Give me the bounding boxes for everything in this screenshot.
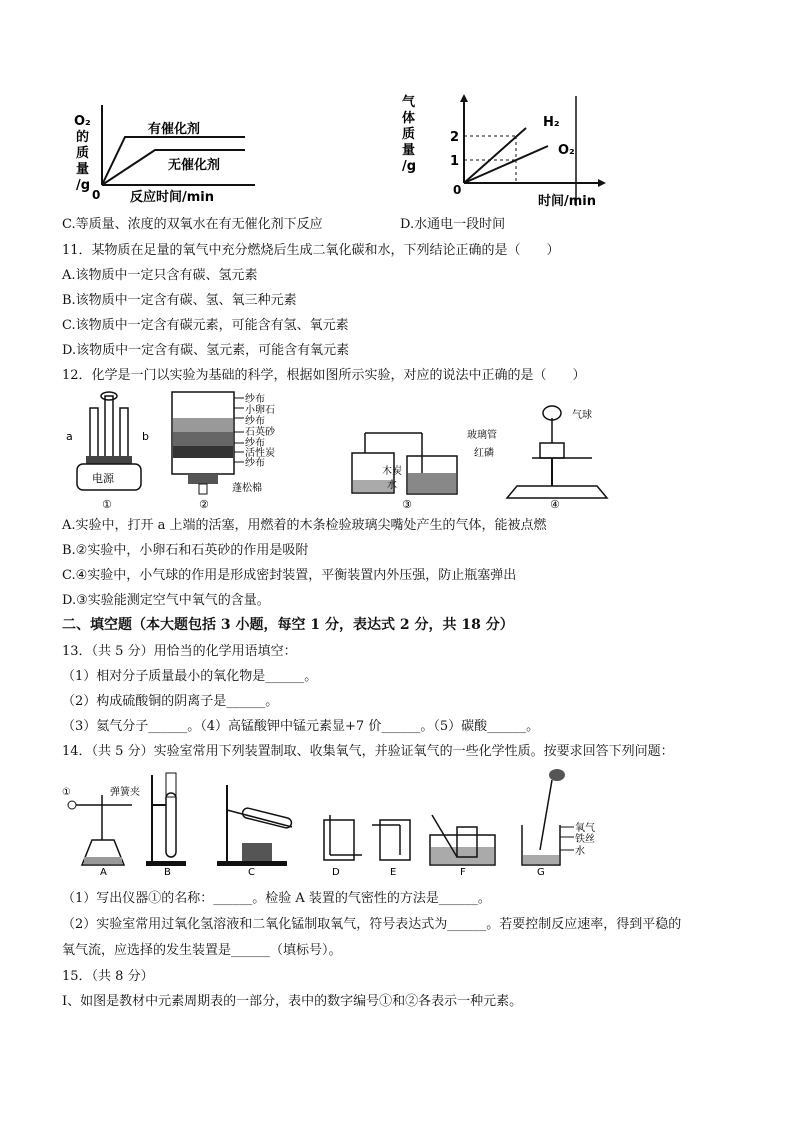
apparatus-b [146, 773, 186, 877]
q11-option-c: C.该物质中一定含有碳元素，可能含有氢、氧元素 [62, 318, 349, 333]
apparatus-d-label: D [332, 867, 340, 877]
exp3-air-oxygen [352, 433, 457, 511]
graph-d-ylabel-4: 量 [402, 143, 416, 158]
graph-d-ylabel-1: 气 [402, 95, 416, 110]
apparatus-d [324, 815, 362, 877]
graph-c-label-nocatalyst: 无催化剂 [168, 158, 221, 173]
q13-part-2: （2）构成硫酸铜的阴离子是______。 [62, 694, 279, 709]
graph-d-line-o2 [464, 146, 548, 183]
exp2-layer-1: 纱布 [245, 394, 265, 405]
experiment-figures-12 [62, 388, 642, 513]
exp2-layer-2: 小卵石 [245, 405, 275, 416]
section-2-heading: 二、填空题（本大题包括 3 小题，每空 1 分，表达式 2 分，共 18 分） [62, 617, 514, 633]
q12-option-d: D.③实验能测定空气中氧气的含量。 [62, 593, 270, 608]
q11-option-b: B.该物质中一定含有碳、氢、氧三种元素 [62, 293, 297, 308]
exp2-number: ② [199, 498, 209, 511]
apparatus-c [217, 785, 292, 877]
exp2-layer-6: 活性炭 [245, 448, 275, 459]
apparatus-b-label: B [164, 867, 171, 877]
graph-electrolysis [398, 88, 613, 210]
graph-d-tick-1: 1 [450, 154, 460, 169]
question-13: 13．（共 5 分）用恰当的化学用语填空： [62, 644, 297, 659]
question-14: 14．（共 5 分）实验室常用下列装置制取、收集氧气，并验证氧气的一些化学性质。按要求回答下列问题： [62, 744, 674, 759]
q13-part-1: （1）相对分子质量最小的氧化物是______。 [62, 669, 318, 684]
apparatus-a-number: ① [62, 787, 71, 798]
exp1-electrolysis [66, 392, 149, 511]
exp2-layer-4: 石英砂 [245, 427, 275, 438]
apparatus-a-label: A [100, 867, 107, 877]
exp1-number: ① [102, 498, 112, 511]
exp2-cotton: 蓬松棉 [232, 483, 262, 494]
option-c-caption: C.等质量、浓度的双氧水在有无催化剂下反应 [62, 217, 323, 232]
apparatus-e [372, 820, 410, 877]
graph-c-ylabel-4: 量 [76, 162, 90, 177]
q12-option-b: B.②实验中，小卵石和石英砂的作用是吸附 [62, 543, 309, 558]
graph-d-label-h2: H₂ [543, 115, 560, 130]
exp3-charcoal: 木炭 [382, 466, 402, 477]
exp2-layer-7: 纱布 [245, 458, 265, 469]
q14-part-2-line-1: （2）实验室常用过氧化氢溶液和二氧化锰制取氧气，符号表达式为______。若要控制反应速率，得到平稳的 [62, 917, 682, 932]
exp1-power-label: 电源 [92, 472, 114, 485]
q12-option-a: A.实验中，打开 a 上端的活塞，用燃着的木条检验玻璃尖嘴处产生的气体，能被点燃 [62, 518, 547, 533]
q14-part-2-line-2: 氧气流，应选择的发生装置是______（填标号）。 [62, 943, 342, 958]
q12-option-c: C.④实验中，小气球的作用是形成密封装置，平衡装置内外压强，防止瓶塞弹出 [62, 568, 517, 583]
exp4-mass-conservation [467, 406, 607, 511]
apparatus-g-oxygen: 氧气 [575, 823, 595, 834]
q15-part-1: Ⅰ、如图是教材中元素周期表的一部分，表中的数字编号①和②各表示一种元素。 [62, 994, 523, 1009]
apparatus-f [430, 815, 495, 877]
apparatus-g-label: G [537, 867, 545, 877]
exp2-layer-5: 纱布 [245, 438, 265, 449]
q13-part-3: （3）氦气分子______。（4）高锰酸钾中锰元素显+7 价______。（5）碳酸______。 [62, 719, 540, 734]
option-d-caption: D.水通电一段时间 [400, 217, 506, 232]
exp2-layer-3: 纱布 [245, 416, 265, 427]
graph-d-ylabel-3: 质 [402, 127, 416, 142]
graph-c-ylabel-3: 质 [76, 146, 90, 161]
graph-c-ylabel-5: /g [76, 178, 91, 193]
graph-catalyst [70, 95, 270, 205]
graph-d-xlabel: 时间/min [538, 194, 597, 209]
apparatus-g-water: 水 [575, 846, 585, 857]
exp4-balloon: 气球 [572, 410, 592, 421]
graph-c-ylabel-2: 的 [76, 130, 90, 145]
apparatus-figures-14 [62, 765, 622, 877]
apparatus-e-label: E [390, 867, 397, 877]
apparatus-a [62, 785, 140, 877]
graph-c-ylabel-1: O₂ [74, 114, 91, 129]
exp4-number: ④ [550, 498, 560, 511]
apparatus-a-clip: 弹簧夹 [110, 787, 140, 798]
question-15: 15．（共 8 分） [62, 969, 154, 984]
exp1-label-b: b [142, 430, 149, 443]
apparatus-c-label: C [248, 867, 255, 877]
q11-option-d: D.该物质中一定含有碳、氢元素，可能含有氧元素 [62, 343, 350, 358]
graph-d-ylabel-5: /g [402, 159, 417, 174]
graph-c-origin: 0 [92, 188, 101, 202]
graph-c-xlabel: 反应时间/min [130, 190, 215, 205]
question-11: 11．某物质在足量的氧气中充分燃烧后生成二氧化碳和水，下列结论正确的是（ ） [62, 243, 560, 258]
q14-part-1: （1）写出仪器①的名称：______。检验 A 装置的气密性的方法是______。 [62, 891, 491, 906]
graph-c-label-catalyst: 有催化剂 [148, 122, 201, 137]
graph-d-y-arrow [460, 94, 468, 102]
apparatus-g [522, 769, 595, 877]
exp2-water-purifier [172, 392, 276, 511]
apparatus-f-label: F [460, 867, 466, 877]
graph-d-origin: 0 [453, 183, 462, 197]
exp1-label-a: a [66, 430, 73, 443]
q11-option-a: A.该物质中一定只含有碳、氢元素 [62, 268, 258, 283]
graph-d-label-o2: O₂ [558, 143, 575, 158]
exp4-phosphorus: 红磷 [474, 448, 494, 459]
apparatus-g-wire: 铁丝 [575, 834, 595, 845]
exp3-number: ③ [402, 498, 412, 511]
graph-d-ylabel-2: 体 [402, 111, 416, 126]
exp4-tube: 玻璃管 [467, 430, 497, 441]
question-12: 12．化学是一门以实验为基础的科学，根据如图所示实验，对应的说法中正确的是（ ） [62, 368, 586, 383]
exp3-water: 水 [387, 480, 397, 491]
graph-d-x-arrow [598, 179, 606, 187]
graph-d-tick-2: 2 [450, 130, 460, 145]
